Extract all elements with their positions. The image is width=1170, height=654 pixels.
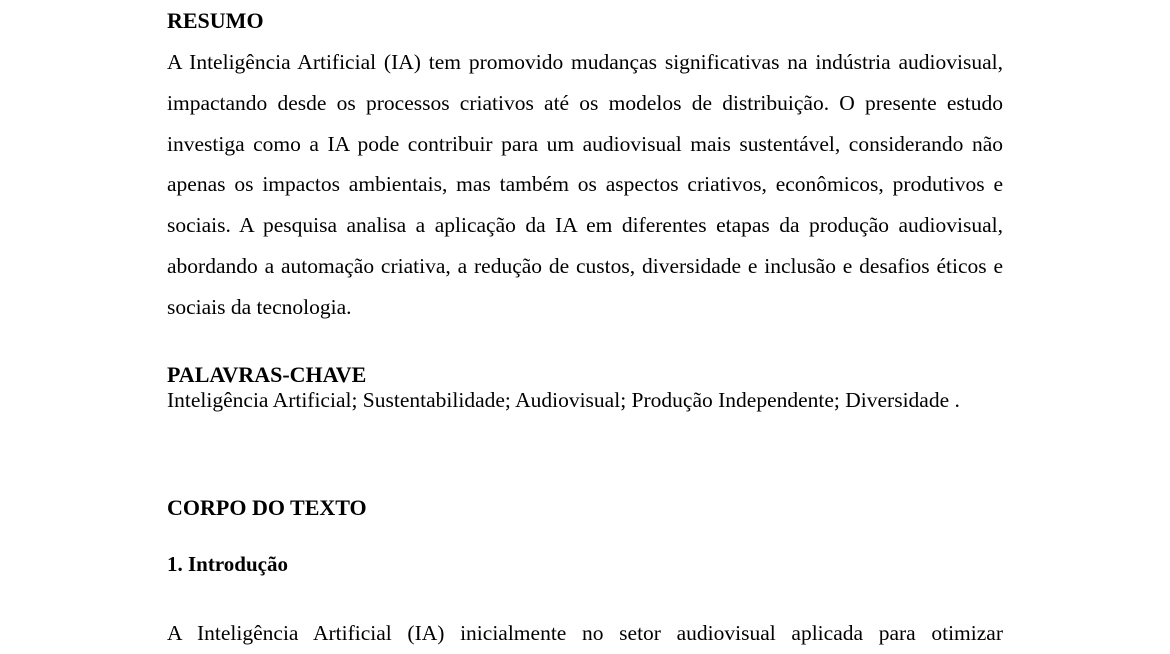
- corpo-do-texto-heading: CORPO DO TEXTO: [167, 495, 367, 520]
- palavras-chave-heading: PALAVRAS-CHAVE: [167, 362, 367, 387]
- resumo-paragraph: A Inteligência Artificial (IA) tem promovido mudanças significativas na indústria audiovisual, impactando desde os processos criativos até os modelos de distribuição. O presente estudo investiga como a IA pode contribuir para um audiovisual mais sustentável, considerando não apenas os impactos ambientais, mas também os aspectos criativos, econômicos, produtivos e sociais. A pesquisa analisa a aplicação da IA em diferentes etapas da produção audiovisual, abordando a automação criativa, a redução de custos, diversidade e inclusão e desafios éticos e sociais da tecnologia.: [167, 50, 1003, 319]
- palavras-chave-list: Inteligência Artificial; Sustentabilidade; Audiovisual; Produção Independente; Diversidade .: [167, 388, 960, 412]
- resumo-heading: RESUMO: [167, 8, 264, 33]
- section-title-introducao: 1. Introdução: [167, 552, 288, 576]
- introducao-paragraph: A Inteligência Artificial (IA) inicialmente no setor audiovisual aplicada para otimizar: [167, 621, 1003, 645]
